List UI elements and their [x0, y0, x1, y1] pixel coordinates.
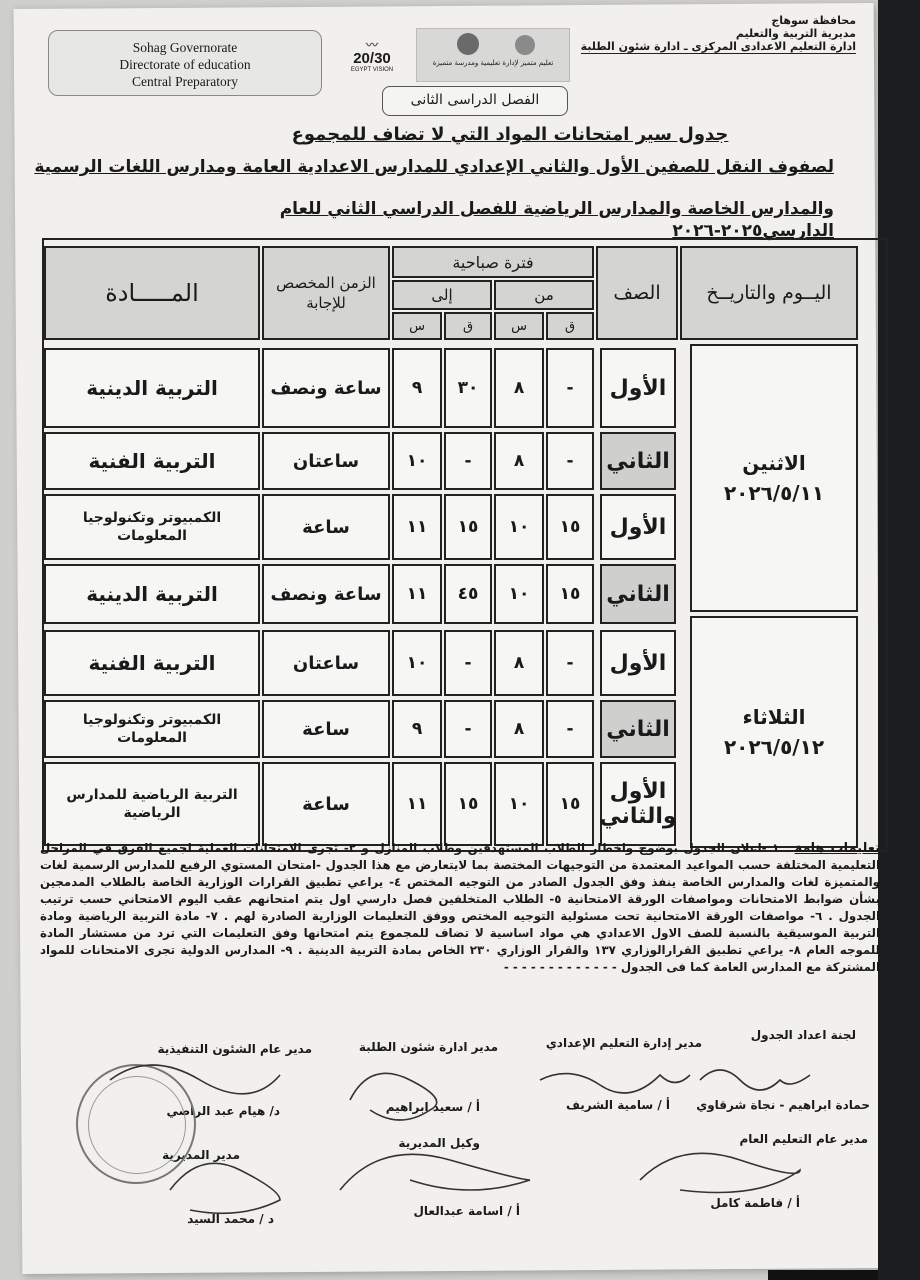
row-5-from-m: - [546, 630, 594, 696]
day-cell-monday [690, 344, 858, 612]
row-7-grade: الأول والثاني [600, 762, 676, 846]
row-5-from-h: ٨ [494, 630, 544, 696]
divider-dashes: - - - - - - - - - - - - - [503, 960, 617, 974]
row-7-duration: ساعة [262, 762, 390, 846]
row-5-grade: الأول [600, 630, 676, 696]
row-4-to-h: ١١ [392, 564, 442, 624]
header-arabic [581, 14, 856, 54]
header-from-hour: س [494, 312, 544, 340]
director-title: مدير المديرية [162, 1148, 240, 1162]
row-3-to-h: ١١ [392, 494, 442, 560]
row-2-grade: الثاني [600, 432, 676, 490]
row-1-duration: ساعة ونصف [262, 348, 390, 428]
day-date: ٢٠٢٦/٥/١٢ [723, 735, 825, 759]
instructions-lead: تعليمات هامة [794, 841, 881, 856]
committee-names: حمادة ابراهيم - نجاة شرقاوي [696, 1098, 870, 1112]
row-2-from-m: - [546, 432, 594, 490]
row-1-from-m: - [546, 348, 594, 428]
row-7-from-h: ١٠ [494, 762, 544, 846]
day-name: الاثنين [742, 451, 806, 475]
row-3-grade: الأول [600, 494, 676, 560]
header-from-minute: ق [546, 312, 594, 340]
title-line-2: لصفوف النقل للصفين الأول والثاني الإعدادي للمدارس الاعدادية العامة ومدارس اللغات الرسمية [34, 157, 834, 177]
header-grade: الصف [596, 246, 678, 340]
row-1-grade: الأول [600, 348, 676, 428]
bird-icon: 〰 [365, 38, 378, 52]
header-english-box [48, 30, 322, 96]
ministry-logo-text: تعليم متميز لإدارة تعليمية ومدرسة متميزة [432, 59, 554, 67]
book-icon [515, 35, 535, 55]
vision-2030-logo [340, 36, 404, 76]
deputy-name: أ / اسامة عبدالعال [413, 1204, 520, 1218]
header-ar-line-1: محافظة سوهاج [771, 14, 856, 27]
row-7-from-m: ١٥ [546, 762, 594, 846]
deputy-title: وكيل المديرية [398, 1136, 480, 1150]
row-4-from-m: ١٥ [546, 564, 594, 624]
header-period: فترة صباحية [392, 246, 594, 278]
day-name: الثلاثاء [742, 705, 806, 729]
row-5-to-h: ١٠ [392, 630, 442, 696]
ministry-logo [416, 28, 570, 82]
row-5-to-m: - [444, 630, 492, 696]
vision-2030-sub: EGYPT VISION [350, 67, 394, 73]
row-7-subject: التربية الرياضية للمدارس الرياضية [44, 762, 260, 846]
important-instructions [40, 840, 880, 976]
row-6-duration: ساعة [262, 700, 390, 758]
header-ar-line-3: ادارة التعليم الاعدادى المركزى ـ ادارة شئون الطلبة [580, 40, 856, 53]
row-1-from-h: ٨ [494, 348, 544, 428]
row-6-to-h: ٩ [392, 700, 442, 758]
students-manager-title: مدير ادارة شئون الطلبة [358, 1040, 498, 1054]
row-7-to-h: ١١ [392, 762, 442, 846]
header-from: من [494, 280, 594, 310]
row-2-to-m: - [444, 432, 492, 490]
exec-manager-title: مدير عام الشئون التنفيذية [157, 1042, 312, 1056]
prep-manager-name: أ / سامية الشريف [565, 1098, 670, 1112]
title-line-3: والمدارس الخاصة والمدارس الرياضية للفصل الدراسي الثاني للعام الدارسي٢٠٢٥-٢٠٢٦ [279, 199, 834, 241]
row-1-subject: التربية الدينية [44, 348, 260, 428]
row-6-subject: الكمبيوتر وتكنولوجيا المعلومات [44, 700, 260, 758]
students-manager-name: أ / سعيد ابراهيم [385, 1100, 480, 1114]
handwritten-signatures [0, 1040, 900, 1240]
instructions-body: ـ ١ -اعلان الجدول بوضوح واخطار الطلاب المستهدفين وطلاب المنازل و ٢- تجرى الامتحانات العملية لجميع الفرق في المراحل التعليمية المختلفة حسب المواعيد المعتمدة من التوجيهات المختصة بما لايتعارض مع هذا الجدول -امتحان المستوي الرفيع للمدارس الرسمية لغات والمتميزة لغات والمدارس الخاصة ينفذ وفق الجدول الصادر من التوجيه المختص ٤- يراعي تطبيق القرارات الوزارية الخاصة بالطلاب المدمجين بشأن ضوابط الامتحانات ومواصفات الورقة الامتحانية ٥- الطلاب المتخلفين فصل دارسي اول يتم امتحانهم عقب اليوم الامتحاني حسب ترتيب الجدول . ٦- مواصفات الورقة الامتحانية تحت مسئولية التوجيه المختص ووفق التعليمات الوزارية الصادرة لهم . ٧- مادة التربية الرياضية ومادة التربية الموسيقية بالنسبة للصف الاول الاعدادي هي مواد اساسية لا تضاف للمجموع يتم امتحانها وفق التعليمات التي ترد من مستشار المادة للموجه العام ٨- يراعي تطبيق القرارالوزاري ١٣٧ والقرار الوزاري ٢٣٠ الخاص بمادة التربية الدينية . ٩- المدارس الدولية تجرى الامتحانات للمواد المشتركة مع المدارس العامة كما فى الجدول [40, 841, 880, 974]
row-6-grade: الثاني [600, 700, 676, 758]
row-3-duration: ساعة [262, 494, 390, 560]
header-duration: الزمن المخصص للإجابة [262, 246, 390, 340]
row-2-subject: التربية الفنية [44, 432, 260, 490]
row-5-subject: التربية الفنية [44, 630, 260, 696]
row-3-from-h: ١٠ [494, 494, 544, 560]
redaction-bar [768, 1270, 878, 1280]
committee-title: لجنة اعداد الجدول [750, 1028, 856, 1042]
row-3-to-m: ١٥ [444, 494, 492, 560]
row-2-duration: ساعتان [262, 432, 390, 490]
general-manager-title: مدير عام التعليم العام [739, 1132, 868, 1146]
prep-manager-title: مدير إدارة التعليم الإعدادي [545, 1036, 702, 1050]
row-6-from-h: ٨ [494, 700, 544, 758]
row-4-grade: الثاني [600, 564, 676, 624]
exec-manager-name: د/ هيام عبد الراضي [166, 1104, 280, 1118]
row-4-from-h: ١٠ [494, 564, 544, 624]
header-to-hour: س [392, 312, 442, 340]
row-3-subject: الكمبيوتر وتكنولوجيا المعلومات [44, 494, 260, 560]
header-en-line-1: Sohag Governorate [132, 40, 238, 55]
row-6-to-m: - [444, 700, 492, 758]
general-manager-name: أ / فاطمة كامل [710, 1196, 800, 1210]
title-line-1: جدول سير امتحانات المواد التي لا تضاف للمجموع [291, 124, 729, 145]
row-1-to-h: ٩ [392, 348, 442, 428]
header-day-date: اليــوم والتاريــخ [680, 246, 858, 340]
row-4-duration: ساعة ونصف [262, 564, 390, 624]
header-subject: المـــــادة [44, 246, 260, 340]
header-to-minute: ق [444, 312, 492, 340]
row-3-from-m: ١٥ [546, 494, 594, 560]
row-6-from-m: - [546, 700, 594, 758]
row-4-to-m: ٤٥ [444, 564, 492, 624]
vision-2030-text: 20/30 [353, 50, 391, 67]
header-en-line-2: Directorate of education [119, 57, 251, 72]
row-4-subject: التربية الدينية [44, 564, 260, 624]
row-7-to-m: ١٥ [444, 762, 492, 846]
row-2-to-h: ١٠ [392, 432, 442, 490]
term-label: الفصل الدراسى الثانى [382, 86, 568, 116]
header-en-line-3: Central Preparatory [131, 74, 239, 89]
day-cell-tuesday [690, 616, 858, 848]
row-1-to-m: ٣٠ [444, 348, 492, 428]
row-2-from-h: ٨ [494, 432, 544, 490]
director-name: د / محمد السيد [187, 1212, 274, 1226]
header-to: إلى [392, 280, 492, 310]
header-ar-line-2: مديرية التربية والتعليم [735, 27, 856, 40]
day-date: ٢٠٢٦/٥/١١ [723, 481, 825, 505]
row-5-duration: ساعتان [262, 630, 390, 696]
emblem-icon [457, 33, 479, 55]
